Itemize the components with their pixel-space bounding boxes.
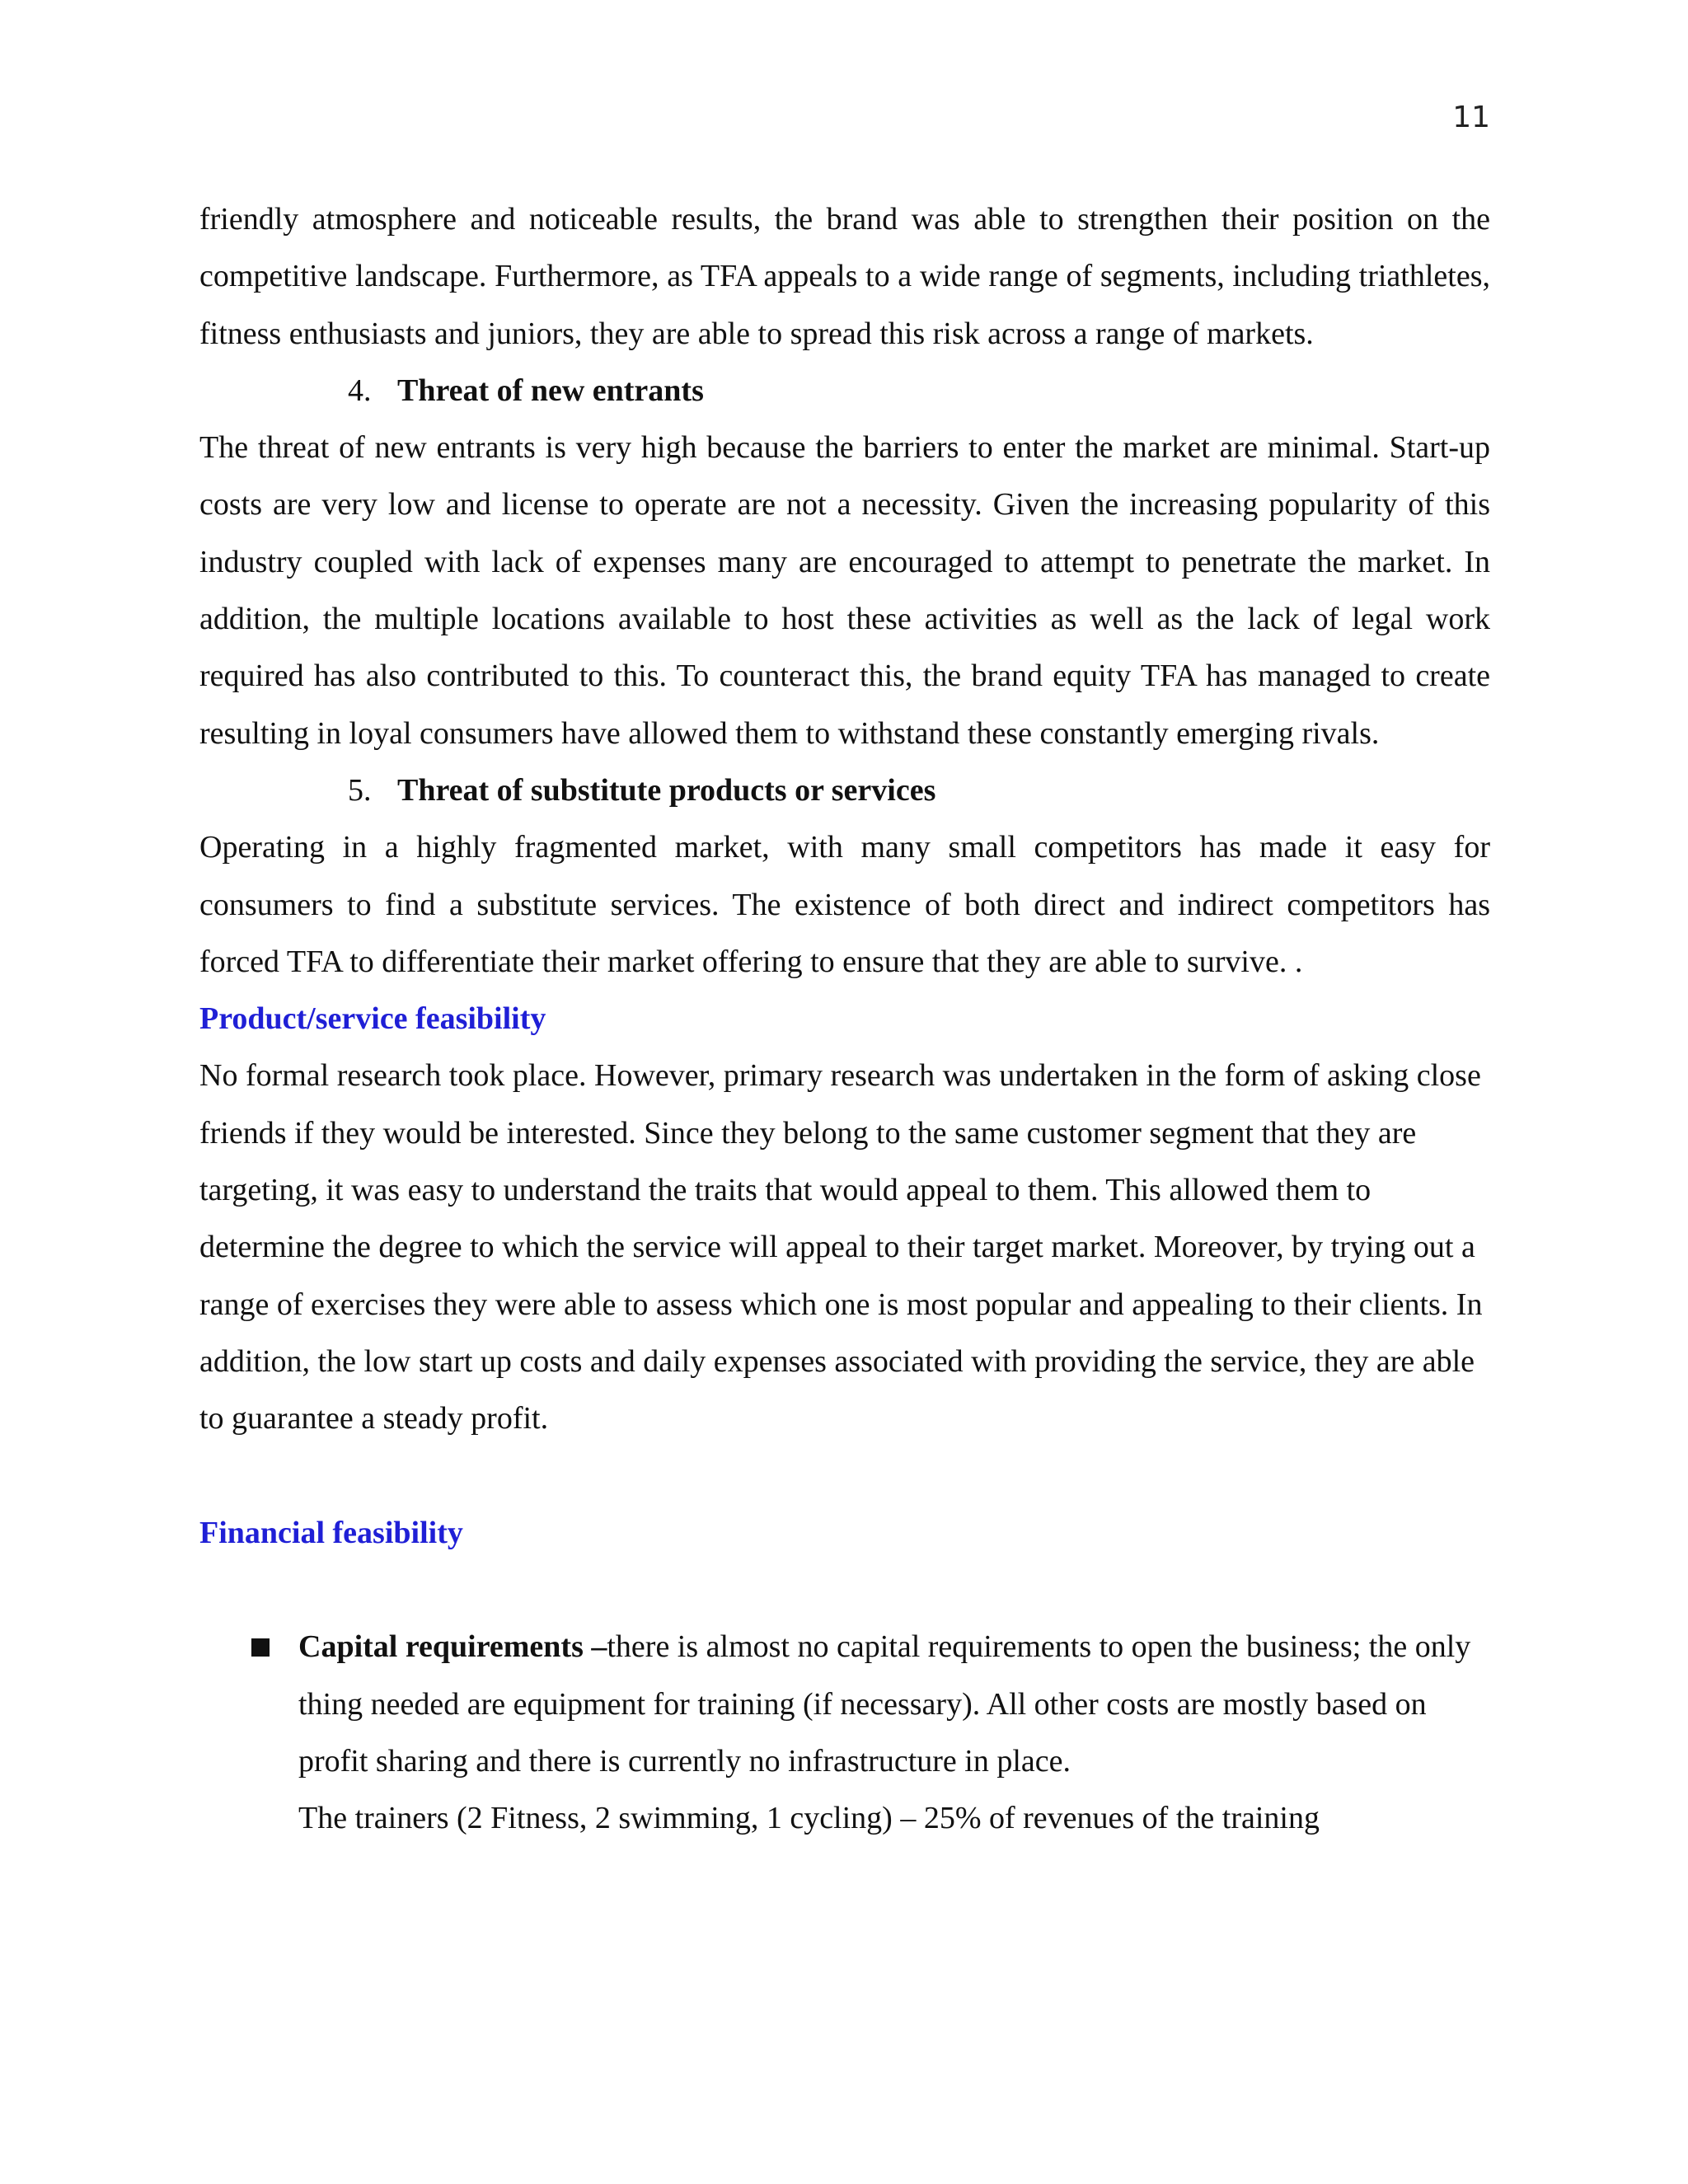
list-item-threat-new-entrants [199, 363, 1490, 419]
product-feasibility-paragraph: No formal research took place. However, primary research was undertaken in the form of asking close friends if they would be interested. Since they belong to the same customer segment that they are targeting, it was easy to understand the traits that would appeal to them. This allowed them to determine the degree to which the service will appeal to their target market. Moreover, by trying out a range of exercises they were able to assess which one is most popular and appealing to their clients. In addition, the low start up costs and daily expenses associated with providing the service, they are able to guarantee a steady profit. [199, 1058, 1483, 1436]
list-number: 4. [348, 373, 372, 408]
list-item-threat-substitutes [199, 762, 1490, 819]
capital-requirements-label: Capital requirements – [298, 1629, 607, 1665]
spacer [199, 1562, 1490, 1619]
list-item-title: Threat of substitute products or services [397, 772, 936, 808]
square-bullet-icon [251, 1638, 270, 1657]
page-number: 11 [1452, 101, 1490, 134]
list-number: 5. [348, 772, 372, 808]
product-feasibility-heading: Product/service feasibility [199, 1001, 546, 1037]
intro-paragraph: friendly atmosphere and noticeable results, the brand was able to strengthen their position on the competitive landscape. Furthermore, as TFA appeals to a wide range of segments, including triathletes, fitness enthusiasts and juniors, they are able to spread this risk across a range of markets. [199, 202, 1490, 351]
list-item-title: Threat of new entrants [397, 373, 704, 408]
financial-feasibility-heading: Financial feasibility [199, 1515, 463, 1550]
page-content [199, 191, 1490, 1848]
spacer [199, 1448, 1490, 1505]
trainers-line: The trainers (2 Fitness, 2 swimming, 1 cycling) – 25% of revenues of the training [298, 1801, 1320, 1836]
capital-requirements-body: there is almost no capital requirements to open the business; the only thing needed are equipment for training (if necessary). All other costs are mostly based on profit sharing and there is currently no infrastructure in place. [298, 1629, 1471, 1779]
new-entrants-paragraph: The threat of new entrants is very high because the barriers to enter the market are minimal. Start-up costs are very low and license to operate are not a necessity. Given the increasing popularity of this industry coupled with lack of expenses many are encouraged to attempt to penetrate the market. In addition, the multiple locations available to host these activities as well as the lack of legal work required has also contributed to this. To counteract this, the brand equity TFA has managed to create resulting in loyal consumers have allowed them to withstand these constantly emerging rivals. [199, 430, 1490, 751]
substitutes-paragraph: Operating in a highly fragmented market, with many small competitors has made it easy for consumers to find a substitute services. The existence of both direct and indirect competitors has forced TFA to differentiate their market offering to ensure that they are able to survive. . [199, 830, 1490, 979]
capital-requirements-text [298, 1619, 1490, 1790]
capital-requirements-bullet [199, 1619, 1490, 1847]
